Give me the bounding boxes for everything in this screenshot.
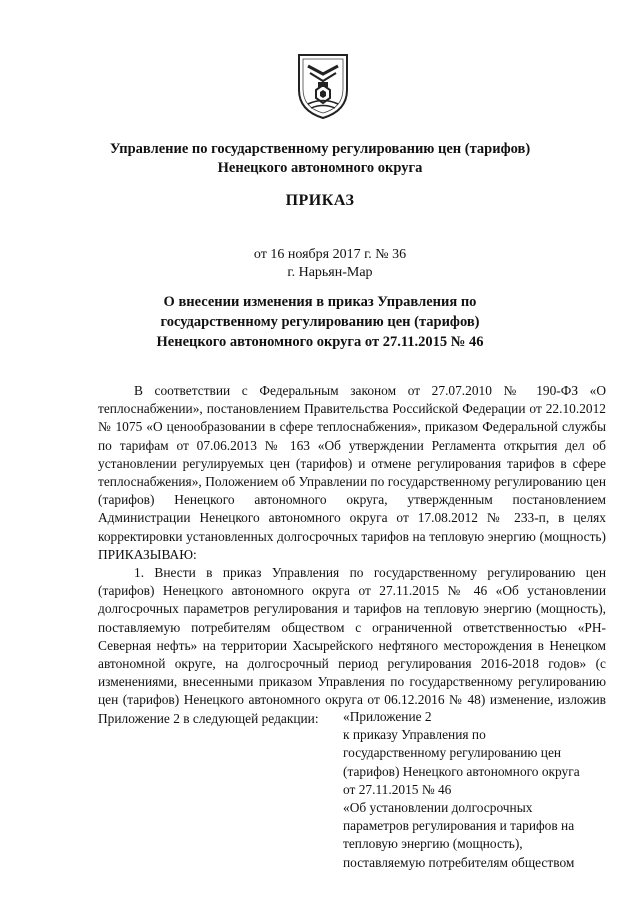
organization-name-line1: Управление по государственному регулированию цен (тарифов) — [109, 141, 531, 157]
appendix-line: от 27.11.2015 № 46 — [343, 781, 452, 797]
appendix-line: «Приложение 2 — [343, 709, 432, 724]
coat-of-arms-emblem — [296, 52, 350, 120]
appendix-line: «Об установлении долгосрочных — [343, 800, 533, 816]
appendix-header — [343, 708, 608, 872]
subject-line1: О внесении изменения в приказ Управления по — [163, 294, 477, 310]
appendix-line: поставляемую потребителям обществом — [343, 854, 575, 870]
appendix-line: (тарифов) Ненецкого автономного округа — [343, 763, 580, 779]
appendix-line: параметров регулирования и тарифов на — [343, 818, 575, 834]
document-date-number: от 16 ноября 2017 г. № 36 — [253, 247, 407, 262]
organization-name-line2: Ненецкого автономного округа — [217, 160, 423, 176]
appendix-line: государственному регулированию цен — [343, 745, 562, 761]
subject-line3: Ненецкого автономного округа от 27.11.2015 № 46 — [156, 334, 484, 350]
appendix-line: к приказу Управления по — [343, 727, 486, 743]
document-body — [98, 382, 606, 728]
body-paragraph-2: 1. Внести в приказ Управления по государственному регулированию цен (тарифов) Ненецкого автономного округа от 27.11.2015 № 46 «Об установлении долгосрочных параметров регулирования и тарифов на тепловую энергию (мощность), поставляемую потребителям обществом с ограниченной ответственностью «РН-Северная нефть» на территории Хасырейского нефтяного месторождения в Ненецком автономной округе, на долгосрочный период регулирования 2016-2018 годов» (с изменениями, внесенными приказом Управления по государственному регулированию цен (тарифов) Ненецкого автономного округа от 06.12.2016 № 48) изменение, изложив Приложение 2 в следующей редакции: — [98, 565, 606, 726]
body-paragraph-1: В соответствии с Федеральным законом от 27.07.2010 № 190-ФЗ «О теплоснабжении», постановлением Правительства Российской Федерации от 22.10.2012 № 1075 «О ценообразовании в сфере теплоснабжения», приказом Федеральной службы по тарифам от 07.06.2013 № 163 «Об утверждении Регламента открытия дел об установлении регулируемых цен (тарифов) и отмене регулирования тарифов в сфере теплоснабжения», Положением об Управлении по государственному регулированию цен (тарифов) Ненецкого автономного округа, утвержденным постановлением Администрации Ненецкого автономного округа от 17.08.2012 № 233-п, в целях корректировки установленных долгосрочных тарифов на тепловую энергию (мощность) ПРИКАЗЫВАЮ: — [98, 383, 606, 562]
document-title: ПРИКАЗ — [285, 192, 355, 209]
appendix-line: тепловую энергию (мощность), — [343, 836, 523, 852]
document-place: г. Нарьян-Мар — [287, 265, 373, 280]
subject-line2: государственному регулированию цен (тарифов) — [160, 314, 480, 330]
